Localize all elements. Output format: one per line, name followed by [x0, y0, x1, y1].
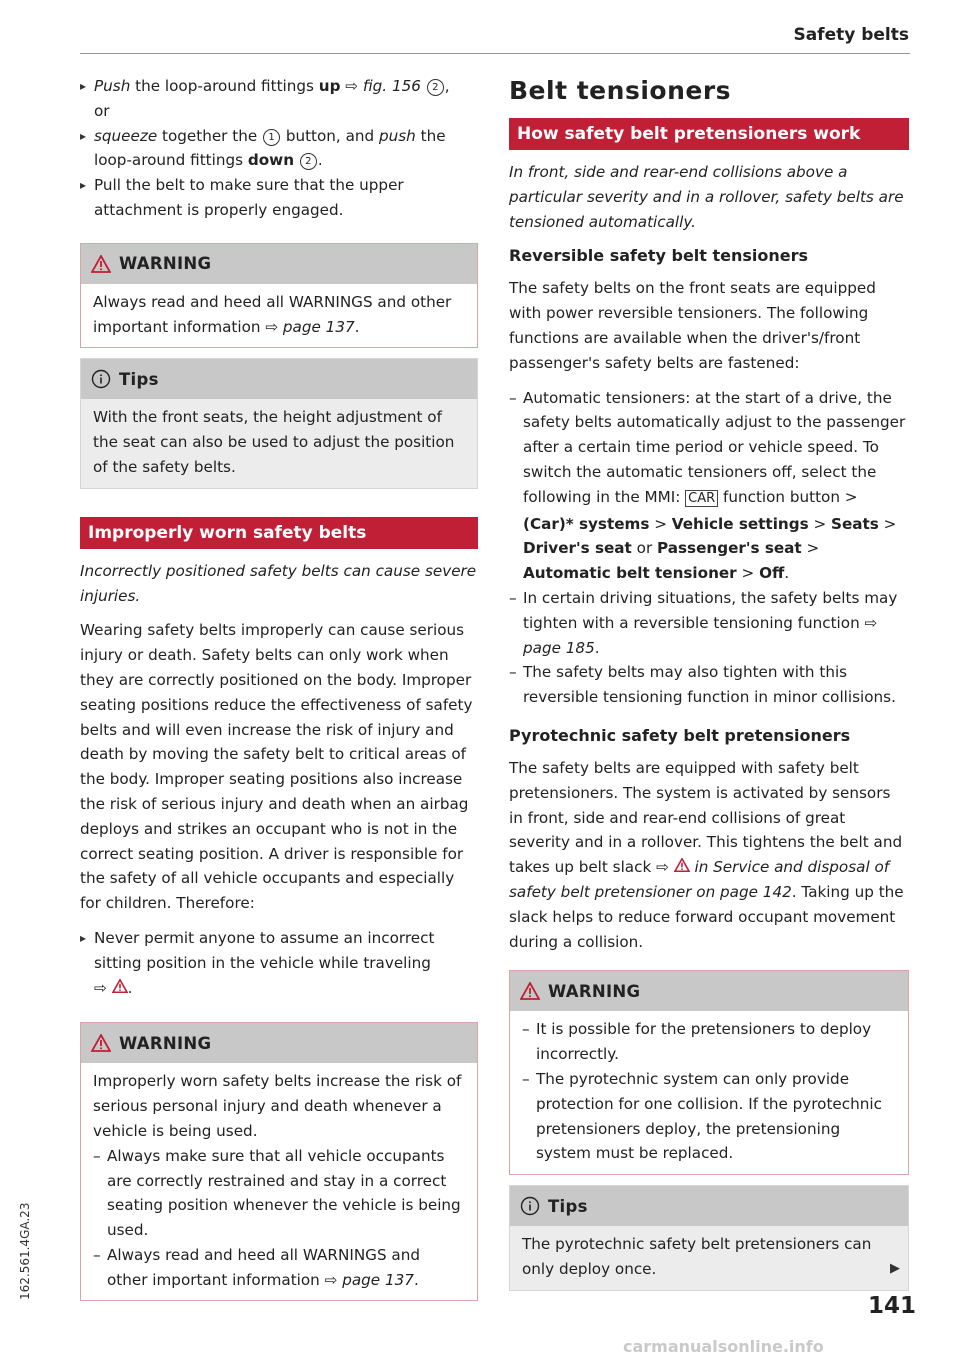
step-squeeze: ▸ squeeze together the 1 button, and push the loop-around fittings down 2 . [80, 124, 478, 174]
list-item-driving: – In certain driving situations, the safety belts may tighten with a reversible tensioning function ⇨ page 185. [509, 586, 909, 660]
chapter-title: Belt tensioners [509, 76, 732, 105]
warning-text: Always read and heed all WARNINGS and other important information ⇨ page 137. [93, 292, 452, 336]
callout-2-icon: 2 [427, 79, 444, 96]
page-ref-link[interactable]: page 185 [523, 638, 595, 657]
tips-text: With the front seats, the height adjustment of the seat can also be used to adjust the position of the safety belts. [93, 408, 455, 476]
warning-item: – The pyrotechnic system can only provide protection for one collision. If the pyrotechnic pretensioners deploy, the pretensioning system must be replaced. [522, 1067, 896, 1166]
warning-heading: WARNING [119, 1033, 212, 1053]
warning-item: – Always make sure that all vehicle occupants are correctly restrained and stay in a correct seating position whenever the vehicle is being used. [93, 1144, 465, 1243]
tips-heading: Tips [548, 1196, 588, 1216]
fig-ref-link[interactable]: fig. 156 [362, 77, 421, 95]
info-icon [520, 1196, 540, 1216]
warning-triangle-icon [674, 858, 690, 876]
warning-triangle-icon [91, 255, 111, 273]
section-intro: Incorrectly positioned safety belts can cause severe injuries. [80, 561, 477, 605]
list-item-automatic: – Automatic tensioners: at the start of a drive, the safety belts automatically adjust to the passenger after a certain time period or vehicle speed. To switch the automatic tensioners off, select the following in the MMI: CAR function button > (Car)* systems > Vehicle settings > Seats > Driver's seat or Passenger's seat > Automatic belt tensioner > Off. [509, 386, 909, 586]
body-paragraph: Wearing safety belts improperly can cause serious injury or death. Safety belts can only work when they are correctly positioned on the body. Improper seating positions reduce the effectiveness of safety belts and will even increase the risk of injury and death by moving the safety belt to critical areas of the body. Improper seating positions also increase the risk of serious injury and death when an airbag deploys and strikes an occupant who is not in the correct seating position. A driver is responsible for the safety of all vehicle occupants and especially for children. Therefore: [80, 621, 473, 913]
section-bar-pretensioners: How safety belt pretensioners work [509, 118, 909, 150]
section-intro: In front, side and rear-end collisions above a particular severity and in a rollover, safety belts are tensioned automatically. [509, 163, 904, 231]
warning-box-1 [80, 243, 478, 349]
tips-text: The pyrotechnic safety belt pretensioners can only deploy once. [522, 1235, 872, 1278]
right-column [509, 74, 909, 1291]
step-pull-belt: ▸ Pull the belt to make sure that the upper attachment is properly engaged. [80, 173, 478, 223]
watermark: carmanualsonline.info [623, 1337, 824, 1356]
tips-box-2 [509, 1185, 909, 1291]
warning-triangle-icon [520, 982, 540, 1000]
warning-item: – Always read and heed all WARNINGS and other important information ⇨ page 137. [93, 1243, 465, 1293]
page-ref-link[interactable]: page 137 [342, 1270, 414, 1289]
body-paragraph: The safety belts are equipped with safety belt pretensioners. The system is activated by sensors in front, side and rear-end collisions of great severity and in a rollover. This tightens the belt and takes up belt slack ⇨ in Service and disposal of safety belt pretensioner on page 142. Taking up the slack helps to reduce forward occupant movement during a collision. [509, 758, 904, 951]
warning-box-2 [80, 1022, 478, 1301]
callout-1-icon: 1 [263, 129, 280, 146]
warning-heading: WARNING [548, 981, 641, 1001]
info-icon [91, 369, 111, 389]
tips-heading: Tips [119, 369, 159, 389]
left-column [80, 74, 478, 1301]
document-code: 162.561.4GA.23 [18, 1202, 32, 1300]
warning-triangle-icon [91, 1034, 111, 1052]
warning-item: – It is possible for the pretensioners to deploy incorrectly. [522, 1017, 896, 1067]
warning-box-3 [509, 970, 909, 1175]
step-push-up: ▸ Push the loop-around fittings up ⇨ fig. 156 2 , or [80, 74, 478, 124]
warning-text: Improperly worn safety belts increase the risk of serious personal injury and death whenever a vehicle is being used. [93, 1072, 462, 1140]
body-paragraph: The safety belts on the front seats are equipped with power reversible tensioners. The following functions are available when the driver's/front passenger's safety belts are fastened: [509, 279, 876, 372]
page-ref-link[interactable]: page 137 [282, 317, 355, 336]
tips-box-1 [80, 358, 478, 488]
subheading-reversible: Reversible safety belt tensioners [509, 246, 809, 266]
warning-heading: WARNING [119, 254, 212, 274]
section-bar-improperly-worn: Improperly worn safety belts [80, 517, 478, 549]
page-number: 141 [868, 1293, 917, 1319]
subheading-pyrotechnic: Pyrotechnic safety belt pretensioners [509, 725, 851, 745]
warning-triangle-icon [112, 979, 128, 997]
step-never-permit: ▸ Never permit anyone to assume an incorrect sitting position in the vehicle while traveling ⇨ . [80, 926, 478, 1000]
running-header: Safety belts [793, 25, 909, 45]
continue-arrow-icon: ▶ [890, 1261, 900, 1276]
header-rule [80, 53, 910, 54]
callout-2-icon: 2 [300, 153, 317, 170]
page-ref-link[interactable]: in Service and disposal of safety belt pretensioner on page 142 [509, 858, 890, 901]
list-item-minor-collisions: – The safety belts may also tighten with this reversible tensioning function in minor collisions. [509, 660, 909, 710]
car-button-key: CAR [685, 490, 718, 507]
